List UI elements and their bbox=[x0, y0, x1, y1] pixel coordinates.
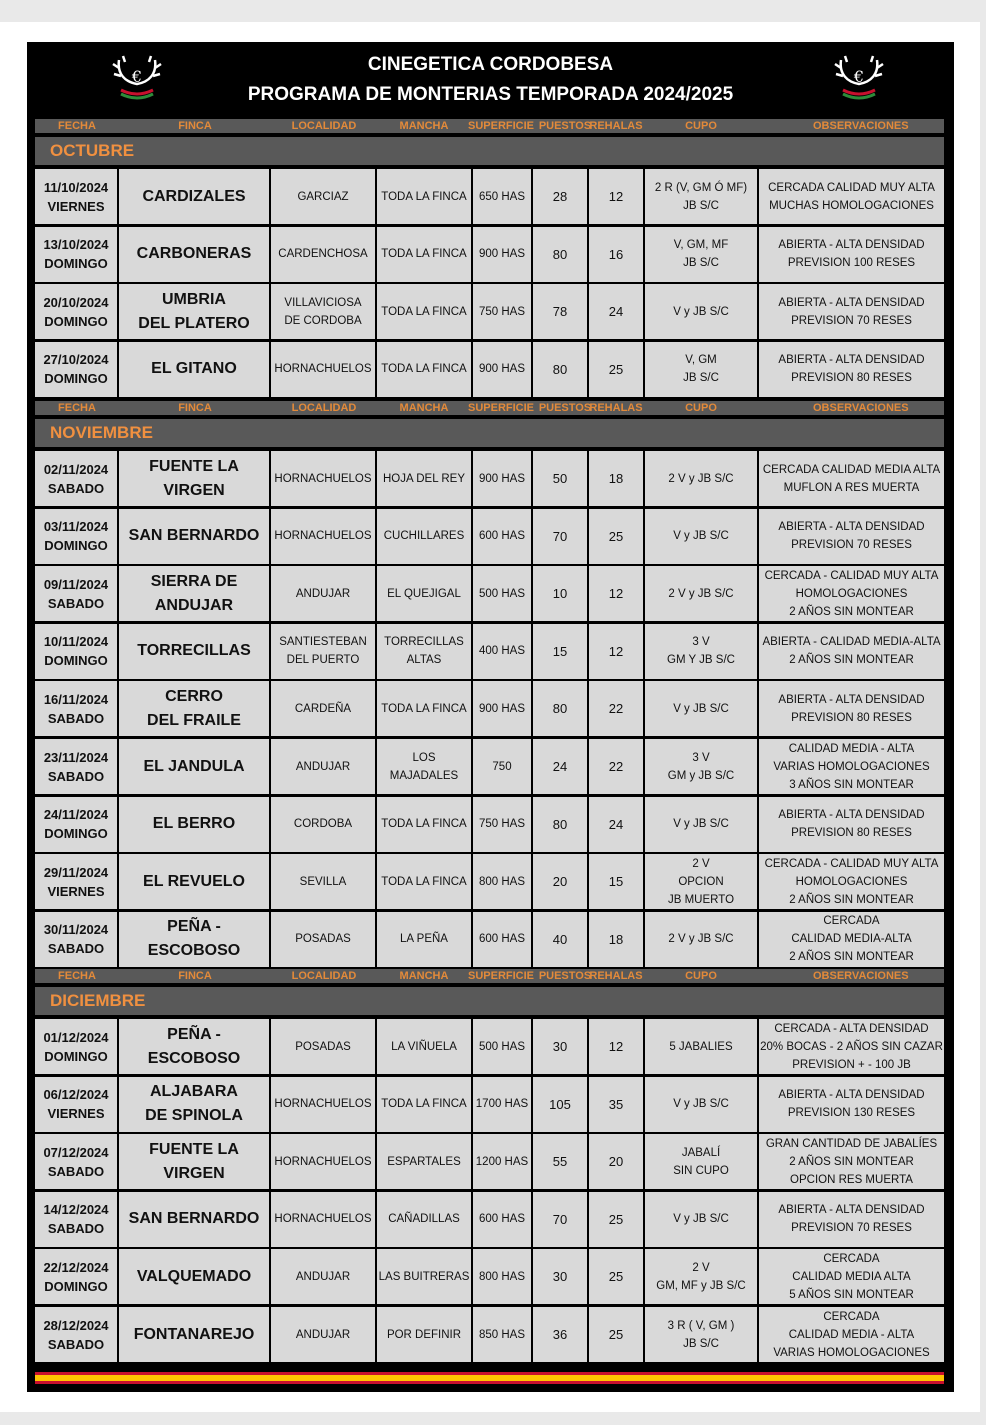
column-header-localidad: LOCALIDAD bbox=[291, 970, 357, 982]
cell-localidad: HORNACHUELOS bbox=[271, 451, 375, 506]
column-header-cupo: CUPO bbox=[685, 970, 717, 982]
cell-rehalas: 15 bbox=[589, 854, 643, 909]
cell-cupo: 3 R ( V, GM ) JB S/C bbox=[645, 1307, 757, 1362]
column-header-mancha: MANCHA bbox=[399, 970, 449, 982]
cell-observaciones: ABIERTA - ALTA DENSIDAD PREVISION 70 RESES bbox=[759, 284, 944, 339]
column-header-mancha: MANCHA bbox=[399, 402, 449, 414]
table-row bbox=[35, 797, 944, 852]
cell-cupo: 2 V y JB S/C bbox=[645, 566, 757, 621]
cell-fecha: 09/11/2024 SABADO bbox=[35, 566, 117, 621]
cell-superficie: 800 HAS bbox=[473, 854, 531, 909]
column-header-fecha: FECHA bbox=[58, 402, 96, 414]
table-row bbox=[35, 1192, 944, 1247]
cell-fecha: 02/11/2024 SABADO bbox=[35, 451, 117, 506]
cell-rehalas: 18 bbox=[589, 451, 643, 506]
cell-fecha: 03/11/2024 DOMINGO bbox=[35, 509, 117, 564]
cell-rehalas: 16 bbox=[589, 227, 643, 282]
cell-puestos: 70 bbox=[533, 509, 587, 564]
cell-superficie: 400 HAS bbox=[473, 624, 531, 679]
column-header-puestos: PUESTOS bbox=[538, 402, 592, 414]
cell-mancha: EL QUEJIGAL bbox=[377, 566, 471, 621]
cell-localidad: POSADAS bbox=[271, 1019, 375, 1074]
cell-puestos: 80 bbox=[533, 681, 587, 736]
cell-rehalas: 22 bbox=[589, 739, 643, 794]
cell-localidad: HORNACHUELOS bbox=[271, 1077, 375, 1132]
column-header-localidad: LOCALIDAD bbox=[291, 120, 357, 132]
cell-rehalas: 12 bbox=[589, 566, 643, 621]
month-label: NOVIEMBRE bbox=[50, 423, 153, 442]
cell-rehalas: 18 bbox=[589, 912, 643, 967]
cell-superficie: 600 HAS bbox=[473, 912, 531, 967]
cell-rehalas: 12 bbox=[589, 169, 643, 224]
cell-superficie: 900 HAS bbox=[473, 227, 531, 282]
cell-observaciones: GRAN CANTIDAD DE JABALÍES 2 AÑOS SIN MONTEAR OPCION RES MUERTA bbox=[759, 1134, 944, 1189]
month-label: DICIEMBRE bbox=[50, 991, 146, 1010]
table-row bbox=[35, 566, 944, 621]
table-row bbox=[35, 169, 944, 224]
cell-fecha: 10/11/2024 DOMINGO bbox=[35, 624, 117, 679]
cell-mancha: TORRECILLAS ALTAS bbox=[377, 624, 471, 679]
month-header-noviembre bbox=[35, 419, 944, 447]
cell-puestos: 80 bbox=[533, 227, 587, 282]
poster bbox=[27, 42, 954, 1392]
cell-superficie: 800 HAS bbox=[473, 1249, 531, 1304]
cell-fecha: 07/12/2024 SABADO bbox=[35, 1134, 117, 1189]
cell-finca: EL JANDULA bbox=[119, 739, 269, 794]
cell-observaciones: CERCADA CALIDAD MEDIA ALTA 5 AÑOS SIN MONTEAR bbox=[759, 1249, 944, 1304]
table-row bbox=[35, 509, 944, 564]
table-row bbox=[35, 739, 944, 794]
cell-observaciones: ABIERTA - ALTA DENSIDAD PREVISION 80 RESES bbox=[759, 681, 944, 736]
cell-puestos: 28 bbox=[533, 169, 587, 224]
column-header-row bbox=[35, 119, 944, 133]
cell-mancha: TODA LA FINCA bbox=[377, 342, 471, 397]
column-header-observaciones: OBSERVACIONES bbox=[813, 970, 909, 982]
cell-puestos: 105 bbox=[533, 1077, 587, 1132]
cell-finca: UMBRIA DEL PLATERO bbox=[119, 284, 269, 339]
column-header-finca: FINCA bbox=[178, 402, 212, 414]
cell-superficie: 750 HAS bbox=[473, 284, 531, 339]
cell-superficie: 900 HAS bbox=[473, 451, 531, 506]
cell-fecha: 16/11/2024 SABADO bbox=[35, 681, 117, 736]
table-row bbox=[35, 227, 944, 282]
cell-observaciones: CERCADA - ALTA DENSIDAD 20% BOCAS - 2 AÑOS SIN CAZAR PREVISION + - 100 JB bbox=[759, 1019, 944, 1074]
column-header-fecha: FECHA bbox=[58, 120, 96, 132]
cell-mancha: LAS BUITRERAS bbox=[377, 1249, 471, 1304]
column-header-cupo: CUPO bbox=[685, 120, 717, 132]
cell-localidad: CARDENCHOSA bbox=[271, 227, 375, 282]
table-row bbox=[35, 1307, 944, 1362]
column-header-superficie: SUPERFICIE bbox=[467, 402, 534, 414]
cell-observaciones: CERCADA CALIDAD MEDIA - ALTA VARIAS HOMOLOGACIONES bbox=[759, 1307, 944, 1362]
cell-rehalas: 12 bbox=[589, 1019, 643, 1074]
cell-fecha: 28/12/2024 SABADO bbox=[35, 1307, 117, 1362]
cell-observaciones: ABIERTA - ALTA DENSIDAD PREVISION 80 RESES bbox=[759, 797, 944, 852]
cell-localidad: VILLAVICIOSA DE CORDOBA bbox=[271, 284, 375, 339]
cell-mancha: LA VIÑUELA bbox=[377, 1019, 471, 1074]
cell-puestos: 40 bbox=[533, 912, 587, 967]
page-subtitle: PROGRAMA DE MONTERIAS TEMPORADA 2024/2025 bbox=[247, 84, 734, 105]
cell-mancha: HOJA DEL REY bbox=[377, 451, 471, 506]
cell-observaciones: CERCADA CALIDAD MEDIA-ALTA 2 AÑOS SIN MONTEAR bbox=[759, 912, 944, 967]
cell-cupo: 2 V GM, MF y JB S/C bbox=[645, 1249, 757, 1304]
cell-puestos: 20 bbox=[533, 854, 587, 909]
cell-rehalas: 25 bbox=[589, 1249, 643, 1304]
cell-localidad: CORDOBA bbox=[271, 797, 375, 852]
column-header-rehalas: REHALAS bbox=[589, 402, 643, 414]
cell-fecha: 22/12/2024 DOMINGO bbox=[35, 1249, 117, 1304]
table-row bbox=[35, 624, 944, 679]
cell-puestos: 70 bbox=[533, 1192, 587, 1247]
cell-rehalas: 25 bbox=[589, 342, 643, 397]
cell-mancha: TODA LA FINCA bbox=[377, 681, 471, 736]
cell-puestos: 15 bbox=[533, 624, 587, 679]
cell-puestos: 80 bbox=[533, 342, 587, 397]
cell-localidad: SEVILLA bbox=[271, 854, 375, 909]
cell-finca: FONTANAREJO bbox=[119, 1307, 269, 1362]
column-header-finca: FINCA bbox=[178, 120, 212, 132]
cell-finca: FUENTE LA VIRGEN bbox=[119, 451, 269, 506]
cell-localidad: ANDUJAR bbox=[271, 566, 375, 621]
cell-fecha: 20/10/2024 DOMINGO bbox=[35, 284, 117, 339]
cell-finca: CARDIZALES bbox=[119, 169, 269, 224]
month-header-diciembre bbox=[35, 987, 944, 1015]
cell-mancha: TODA LA FINCA bbox=[377, 227, 471, 282]
cell-finca: TORRECILLAS bbox=[119, 624, 269, 679]
cell-rehalas: 25 bbox=[589, 1307, 643, 1362]
month-label: OCTUBRE bbox=[50, 141, 135, 160]
cell-fecha: 14/12/2024 SABADO bbox=[35, 1192, 117, 1247]
cell-mancha: POR DEFINIR bbox=[377, 1307, 471, 1362]
cell-cupo: V y JB S/C bbox=[645, 284, 757, 339]
cell-localidad: HORNACHUELOS bbox=[271, 1192, 375, 1247]
column-header-finca: FINCA bbox=[178, 970, 212, 982]
cell-observaciones: CERCADA CALIDAD MEDIA ALTA MUFLON A RES MUERTA bbox=[759, 451, 944, 506]
column-header-superficie: SUPERFICIE bbox=[467, 120, 534, 132]
cell-observaciones: CERCADA CALIDAD MUY ALTA MUCHAS HOMOLOGACIONES bbox=[759, 169, 944, 224]
column-header-rehalas: REHALAS bbox=[589, 970, 643, 982]
cell-observaciones: ABIERTA - CALIDAD MEDIA-ALTA 2 AÑOS SIN MONTEAR bbox=[759, 624, 944, 679]
column-header-localidad: LOCALIDAD bbox=[291, 402, 357, 414]
cell-mancha: CAÑADILLAS bbox=[377, 1192, 471, 1247]
table-row bbox=[35, 1019, 944, 1074]
cell-puestos: 24 bbox=[533, 739, 587, 794]
cell-cupo: V y JB S/C bbox=[645, 1192, 757, 1247]
table-row bbox=[35, 1249, 944, 1304]
cell-observaciones: ABIERTA - ALTA DENSIDAD PREVISION 130 RESES bbox=[759, 1077, 944, 1132]
cell-observaciones: ABIERTA - ALTA DENSIDAD PREVISION 100 RESES bbox=[759, 227, 944, 282]
cell-localidad: POSADAS bbox=[271, 912, 375, 967]
cell-mancha: TODA LA FINCA bbox=[377, 1077, 471, 1132]
table-row bbox=[35, 1134, 944, 1189]
cell-fecha: 29/11/2024 VIERNES bbox=[35, 854, 117, 909]
cell-fecha: 01/12/2024 DOMINGO bbox=[35, 1019, 117, 1074]
cell-finca: SIERRA DE ANDUJAR bbox=[119, 566, 269, 621]
table-row bbox=[35, 854, 944, 909]
cell-observaciones: ABIERTA - ALTA DENSIDAD PREVISION 70 RESES bbox=[759, 509, 944, 564]
cell-superficie: 750 HAS bbox=[473, 797, 531, 852]
cell-rehalas: 24 bbox=[589, 284, 643, 339]
cell-mancha: TODA LA FINCA bbox=[377, 854, 471, 909]
cell-observaciones: ABIERTA - ALTA DENSIDAD PREVISION 70 RESES bbox=[759, 1192, 944, 1247]
cell-finca: SAN BERNARDO bbox=[119, 509, 269, 564]
cell-puestos: 36 bbox=[533, 1307, 587, 1362]
cell-mancha: CUCHILLARES bbox=[377, 509, 471, 564]
cell-mancha: LOS MAJADALES bbox=[377, 739, 471, 794]
cell-fecha: 23/11/2024 SABADO bbox=[35, 739, 117, 794]
cell-puestos: 30 bbox=[533, 1019, 587, 1074]
column-header-puestos: PUESTOS bbox=[538, 120, 592, 132]
cell-rehalas: 25 bbox=[589, 509, 643, 564]
cell-observaciones: ABIERTA - ALTA DENSIDAD PREVISION 80 RESES bbox=[759, 342, 944, 397]
cell-cupo: 5 JABALIES bbox=[645, 1019, 757, 1074]
cell-fecha: 11/10/2024 VIERNES bbox=[35, 169, 117, 224]
cell-cupo: 3 V GM y JB S/C bbox=[645, 739, 757, 794]
cell-puestos: 80 bbox=[533, 797, 587, 852]
cell-fecha: 30/11/2024 SABADO bbox=[35, 912, 117, 967]
cell-rehalas: 25 bbox=[589, 1192, 643, 1247]
cell-localidad: HORNACHUELOS bbox=[271, 1134, 375, 1189]
cell-puestos: 30 bbox=[533, 1249, 587, 1304]
cell-puestos: 50 bbox=[533, 451, 587, 506]
cell-observaciones: CERCADA - CALIDAD MUY ALTA HOMOLOGACIONES 2 AÑOS SIN MONTEAR bbox=[759, 854, 944, 909]
cell-superficie: 600 HAS bbox=[473, 1192, 531, 1247]
column-header-observaciones: OBSERVACIONES bbox=[813, 402, 909, 414]
cell-cupo: 3 V GM Y JB S/C bbox=[645, 624, 757, 679]
column-header-puestos: PUESTOS bbox=[538, 970, 592, 982]
cell-cupo: 2 V y JB S/C bbox=[645, 912, 757, 967]
cell-cupo: 2 V OPCION JB MUERTO bbox=[645, 854, 757, 909]
cell-finca: FUENTE LA VIRGEN bbox=[119, 1134, 269, 1189]
cell-rehalas: 24 bbox=[589, 797, 643, 852]
cell-superficie: 650 HAS bbox=[473, 169, 531, 224]
cell-puestos: 55 bbox=[533, 1134, 587, 1189]
cell-localidad: SANTIESTEBAN DEL PUERTO bbox=[271, 624, 375, 679]
cell-localidad: GARCIAZ bbox=[271, 169, 375, 224]
cell-rehalas: 20 bbox=[589, 1134, 643, 1189]
cell-cupo: V, GM, MF JB S/C bbox=[645, 227, 757, 282]
table-row bbox=[35, 1077, 944, 1132]
cell-cupo: V, GM JB S/C bbox=[645, 342, 757, 397]
cell-superficie: 500 HAS bbox=[473, 566, 531, 621]
svg-text:€: € bbox=[131, 67, 143, 86]
cell-fecha: 06/12/2024 VIERNES bbox=[35, 1077, 117, 1132]
cell-superficie: 750 bbox=[473, 739, 531, 794]
cell-fecha: 13/10/2024 DOMINGO bbox=[35, 227, 117, 282]
cell-superficie: 1700 HAS bbox=[473, 1077, 531, 1132]
cell-puestos: 78 bbox=[533, 284, 587, 339]
cell-finca: CARBONERAS bbox=[119, 227, 269, 282]
column-header-fecha: FECHA bbox=[58, 970, 96, 982]
cell-superficie: 500 HAS bbox=[473, 1019, 531, 1074]
table-row bbox=[35, 284, 944, 339]
cell-finca: EL BERRO bbox=[119, 797, 269, 852]
cell-cupo: 2 R (V, GM Ó MF) JB S/C bbox=[645, 169, 757, 224]
page-title: CINEGETICA CORDOBESA bbox=[367, 54, 614, 75]
cell-finca: PEÑA - ESCOBOSO bbox=[119, 1019, 269, 1074]
cell-localidad: HORNACHUELOS bbox=[271, 509, 375, 564]
cell-localidad: ANDUJAR bbox=[271, 1249, 375, 1304]
cell-superficie: 600 HAS bbox=[473, 509, 531, 564]
cell-mancha: LA PEÑA bbox=[377, 912, 471, 967]
cell-puestos: 10 bbox=[533, 566, 587, 621]
table-row bbox=[35, 912, 944, 967]
cell-observaciones: CALIDAD MEDIA - ALTA VARIAS HOMOLOGACIONES 3 AÑOS SIN MONTEAR bbox=[759, 739, 944, 794]
cell-cupo: V y JB S/C bbox=[645, 681, 757, 736]
column-header-row bbox=[35, 401, 944, 415]
cell-cupo: JABALÍ SIN CUPO bbox=[645, 1134, 757, 1189]
cell-cupo: V y JB S/C bbox=[645, 797, 757, 852]
cell-fecha: 24/11/2024 DOMINGO bbox=[35, 797, 117, 852]
cell-finca: SAN BERNARDO bbox=[119, 1192, 269, 1247]
column-header-cupo: CUPO bbox=[685, 402, 717, 414]
cell-cupo: 2 V y JB S/C bbox=[645, 451, 757, 506]
cell-finca: PEÑA - ESCOBOSO bbox=[119, 912, 269, 967]
cell-rehalas: 35 bbox=[589, 1077, 643, 1132]
cell-superficie: 900 HAS bbox=[473, 342, 531, 397]
table-row bbox=[35, 451, 944, 506]
cell-mancha: TODA LA FINCA bbox=[377, 284, 471, 339]
table-row bbox=[35, 681, 944, 736]
column-header-mancha: MANCHA bbox=[399, 120, 449, 132]
column-header-rehalas: REHALAS bbox=[589, 120, 643, 132]
cell-cupo: V y JB S/C bbox=[645, 509, 757, 564]
cell-mancha: ESPARTALES bbox=[377, 1134, 471, 1189]
cell-fecha: 27/10/2024 DOMINGO bbox=[35, 342, 117, 397]
cell-finca: EL GITANO bbox=[119, 342, 269, 397]
svg-text:€: € bbox=[853, 67, 865, 86]
cell-finca: EL REVUELO bbox=[119, 854, 269, 909]
cell-mancha: TODA LA FINCA bbox=[377, 169, 471, 224]
cell-rehalas: 22 bbox=[589, 681, 643, 736]
cell-superficie: 900 HAS bbox=[473, 681, 531, 736]
cell-superficie: 850 HAS bbox=[473, 1307, 531, 1362]
column-header-observaciones: OBSERVACIONES bbox=[813, 120, 909, 132]
column-header-superficie: SUPERFICIE bbox=[467, 970, 534, 982]
cell-rehalas: 12 bbox=[589, 624, 643, 679]
month-header-octubre bbox=[35, 137, 944, 165]
cell-mancha: TODA LA FINCA bbox=[377, 797, 471, 852]
cell-localidad: CARDEÑA bbox=[271, 681, 375, 736]
column-header-row bbox=[35, 969, 944, 983]
cell-superficie: 1200 HAS bbox=[473, 1134, 531, 1189]
cell-finca: CERRO DEL FRAILE bbox=[119, 681, 269, 736]
cell-finca: VALQUEMADO bbox=[119, 1249, 269, 1304]
cell-observaciones: CERCADA - CALIDAD MUY ALTA HOMOLOGACIONES 2 AÑOS SIN MONTEAR bbox=[759, 566, 944, 621]
spanish-flag-stripe bbox=[35, 1372, 944, 1384]
cell-localidad: ANDUJAR bbox=[271, 1307, 375, 1362]
table-row bbox=[35, 342, 944, 397]
cell-cupo: V y JB S/C bbox=[645, 1077, 757, 1132]
cell-localidad: ANDUJAR bbox=[271, 739, 375, 794]
cell-finca: ALJABARA DE SPINOLA bbox=[119, 1077, 269, 1132]
cell-localidad: HORNACHUELOS bbox=[271, 342, 375, 397]
